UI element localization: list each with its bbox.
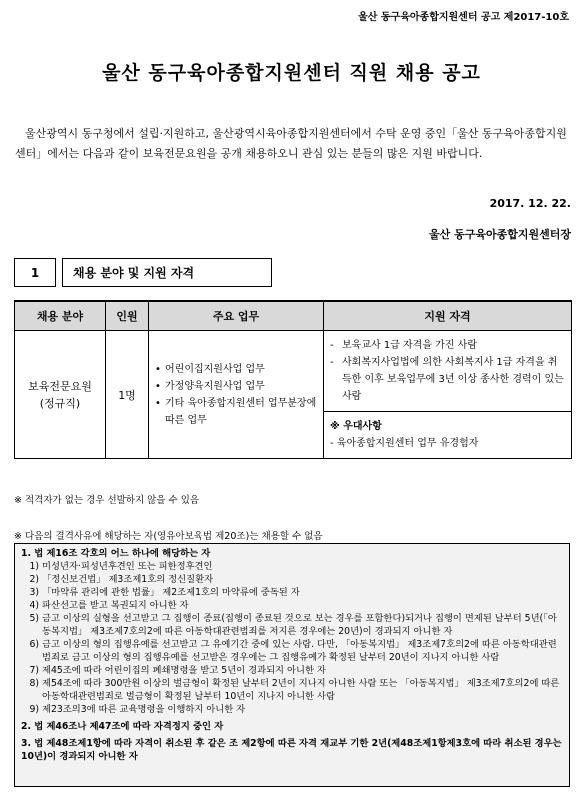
item-number: 6) <box>29 639 39 650</box>
item-text: 제45조에 따라 어린이집의 폐쇄명령을 받고 5년이 경과되지 아니한 자 <box>42 665 326 676</box>
field-type: (정규직) <box>39 396 81 410</box>
item-number: 7) <box>29 665 39 676</box>
header-quals: 지원 자격 <box>324 301 572 331</box>
item-text: 제54조에 따라 300만원 이상의 벌금형이 확정된 날부터 2년이 지나지 아니한 사람 또는 「아동복지법」 제3조제7호의2에 따른 아동학대관련범죄로 벌금형이 확정된 날부터 10년이 지나지 아니한 사람 <box>42 678 560 702</box>
list-item: • 가정양육지원사업 업무 <box>155 378 317 395</box>
item-number: 5) <box>29 613 39 624</box>
duty-list <box>155 361 317 429</box>
notice-number: 울산 동구육아종합지원센터 공고 제2017-10호 <box>358 12 569 23</box>
cell-duties <box>149 331 324 459</box>
list-item <box>21 599 563 612</box>
list-item <box>21 664 563 677</box>
cell-quals <box>324 331 572 459</box>
cell-count: 1명 <box>106 331 149 459</box>
list-item: - 사회복지사업법에 의한 사회복지사 1급 자격을 취득한 이후 보육업무에 3년 이상 종사한 경력이 있는 사람 <box>330 354 565 405</box>
list-item: - 육아종합지원센터 업무 유경험자 <box>330 438 479 449</box>
dash-icon: - <box>330 340 334 351</box>
list-item: - 보육교사 1급 자격을 가진 사람 <box>330 337 565 354</box>
cell-field <box>15 331 106 459</box>
issuing-org: 울산 동구육아종합지원센터장 <box>429 228 571 241</box>
item-number: 9) <box>29 704 39 715</box>
list-item <box>21 586 563 599</box>
header-field: 채용 분야 <box>15 301 106 331</box>
dash-icon: - <box>330 438 337 449</box>
list-item <box>21 638 563 664</box>
disq-section-1-list <box>21 560 563 716</box>
item-text: 미성년자·피성년후견인 또는 피한정후견인 <box>42 561 213 572</box>
list-item <box>21 677 563 703</box>
item-number: 2) <box>29 574 39 585</box>
page-title: 울산 동구육아종합지원센터 직원 채용 공고 <box>102 62 481 84</box>
bullet-icon: • <box>155 397 161 409</box>
item-text: 금고 이상의 실형을 선고받고 그 집행이 종료(집행이 종료된 것으로 보는 경우를 포함한다)되거나 집행이 면제된 날부터 5년(「아동복지법」 제3조제7호의2에 따른 아동학대관련범죄를 저지른 경우에는 20년)이 경과되지 아니한 자 <box>42 613 557 637</box>
section-title: 채용 분야 및 지원 자격 <box>62 258 272 287</box>
intro-paragraph: 울산광역시 동구청에서 설립·지원하고, 울산광역시육아종합지원센터에서 수탁 운영 중인「울산 동구육아종합지원센터」에서는 다음과 같이 보육전문요원을 공개 채용하오니 관심 있는 분들의 많은 지원 바랍니다. <box>15 127 567 160</box>
list-item <box>21 612 563 638</box>
header-duties: 주요 업무 <box>149 301 324 331</box>
list-item <box>21 703 563 716</box>
header-count: 인원 <box>106 301 149 331</box>
qual-list <box>324 331 571 412</box>
preference-title: ※ 우대사항 <box>330 421 382 432</box>
recruit-table <box>14 300 572 459</box>
dash-icon: - <box>330 357 334 368</box>
list-item <box>21 573 563 586</box>
field-name: 보육전문요원 <box>28 379 92 393</box>
list-item: • 어린이집지원사업 업무 <box>155 361 317 378</box>
bullet-icon: • <box>155 363 161 375</box>
list-item <box>21 560 563 573</box>
section-header <box>14 258 272 287</box>
item-number: 8) <box>29 678 39 689</box>
disq-section-3-title: 3. 법 제48조제1항에 따라 자격이 취소된 후 같은 조 제2항에 따른 자격 재교부 기한 2년(제48조제1항제3호에 따라 취소된 경우는 10년)이 경과되지 아니한 자 <box>21 738 562 762</box>
table-row <box>15 331 572 459</box>
table-header-row <box>15 301 572 331</box>
note-disqualification: ※ 다음의 결격사유에 해당하는 자(영유아보육법 제20조)는 채용할 수 없음 <box>14 531 323 542</box>
list-item: • 기타 육아종합지원센터 업무분장에 따른 업무 <box>155 395 317 429</box>
disq-section-2-title: 2. 법 제46조나 제47조에 따라 자격정지 중인 자 <box>21 721 224 732</box>
item-text: 금고 이상의 형의 집행유예를 선고받고 그 유예기간 중에 있는 사람. 다만, 「아동복지법」 제3조제7호의2에 따른 아동학대관련범죄로 금고 이상의 형의 집행유예를 선고받은 경우에는 그 집행유예가 확정된 날부터 20년이 지나지 아니한 사람 <box>42 639 557 663</box>
item-number: 1) <box>29 561 39 572</box>
note-no-selection: ※ 적격자가 없는 경우 선발하지 않을 수 있음 <box>14 495 200 506</box>
item-number: 3) <box>29 587 39 598</box>
section-number: 1 <box>14 258 56 287</box>
item-text: 제23조의3에 따른 교육명령을 이행하지 아니한 자 <box>42 704 246 715</box>
preference-block <box>324 412 571 458</box>
notice-date: 2017. 12. 22. <box>489 197 571 210</box>
item-text: 「마약류 관리에 관한 법률」 제2조제1호의 마약류에 중독된 자 <box>42 587 300 598</box>
item-text: 「정신보건법」 제3조제1호의 정신질환자 <box>42 574 214 585</box>
bullet-icon: • <box>155 380 161 392</box>
item-number: 4) <box>29 600 39 611</box>
disq-section-1-title: 1. 법 제16조 각호의 어느 하나에 해당하는 자 <box>21 548 211 559</box>
item-text: 파산선고를 받고 복권되지 아니한 자 <box>42 600 189 611</box>
disqualification-box <box>14 543 570 787</box>
